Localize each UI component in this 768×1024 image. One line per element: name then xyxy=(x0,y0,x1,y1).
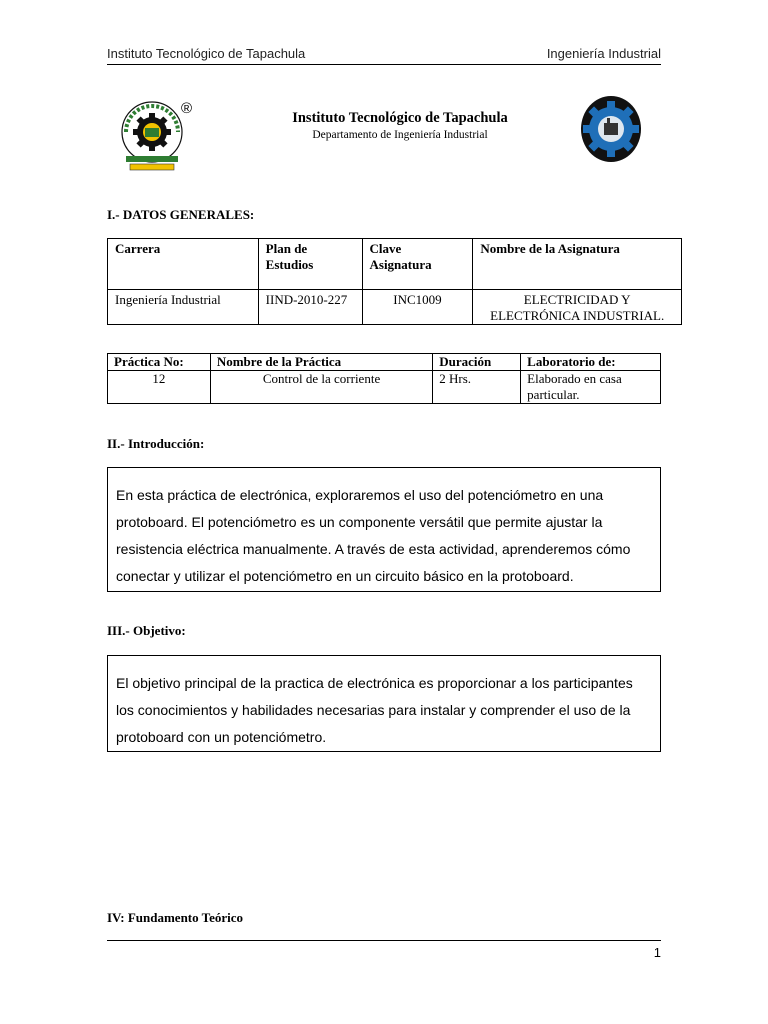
table-header-cell: Carrera xyxy=(108,239,259,290)
table-header-cell: Duración xyxy=(433,354,521,371)
table-cell: Elaborado en casa particular. xyxy=(521,371,661,404)
header-rule xyxy=(107,64,661,65)
registered-mark: ® xyxy=(181,100,193,117)
industrial-gear-emblem-icon xyxy=(580,94,644,164)
table-header-row xyxy=(108,239,682,290)
table-header-cell: Laboratorio de: xyxy=(521,354,661,371)
section-fundamento-heading: IV: Fundamento Teórico xyxy=(107,910,244,925)
table-header-cell: Nombre de la Práctica xyxy=(210,354,432,371)
table-cell: INC1009 xyxy=(362,290,473,325)
table-header-row xyxy=(108,354,661,371)
institution-title: Instituto Tecnológico de Tapachula xyxy=(292,110,508,126)
table-cell: Control de la corriente xyxy=(210,371,432,404)
table-header-cell: Plan de Estudios xyxy=(258,239,362,290)
table-row xyxy=(108,290,682,325)
table-cell: 12 xyxy=(108,371,211,404)
section-introduccion-heading: II.- Introducción: xyxy=(107,436,205,451)
table-header-cell: Práctica No: xyxy=(108,354,211,371)
introduccion-text-box xyxy=(107,467,661,592)
datos-generales-table xyxy=(107,238,682,325)
table-header-cell: Nombre de la Asignatura xyxy=(473,239,682,290)
tec-tapachula-seal-icon xyxy=(118,96,188,174)
department-subtitle: Departamento de Ingeniería Industrial xyxy=(312,129,488,141)
table-cell: 2 Hrs. xyxy=(433,371,521,404)
table-header-cell: Clave Asignatura xyxy=(362,239,473,290)
section-datos-generales-heading: I.- DATOS GENERALES: xyxy=(107,207,255,222)
table-row xyxy=(108,371,661,404)
objetivo-paragraph: El objetivo principal de la practica de electrónica es proporcionar a los participantes los conocimientos y habilidades necesarias para instalar y comprender el uso de la protoboard con un potenciómetro. xyxy=(116,675,633,745)
section-objetivo-heading: III.- Objetivo: xyxy=(107,623,186,638)
table-cell: IIND-2010-227 xyxy=(258,290,362,325)
introduccion-paragraph: En esta práctica de electrónica, exploraremos el uso del potenciómetro en una protoboard. El potenciómetro es un componente versátil que permite ajustar la resistencia eléctrica manualmente. A través de esta actividad, aprenderemos cómo conectar y utilizar el potenciómetro en un circuito básico en la protoboard. xyxy=(116,487,631,584)
table-cell: ELECTRICIDAD Y ELECTRÓNICA INDUSTRIAL. xyxy=(473,290,682,325)
practica-table xyxy=(107,353,661,404)
table-cell: Ingeniería Industrial xyxy=(108,290,259,325)
running-header-right: Ingeniería Industrial xyxy=(546,46,661,61)
page-number: 1 xyxy=(653,945,661,960)
footer-rule xyxy=(107,940,661,941)
running-header-left: Instituto Tecnológico de Tapachula xyxy=(107,46,306,61)
objetivo-text-box xyxy=(107,655,661,752)
